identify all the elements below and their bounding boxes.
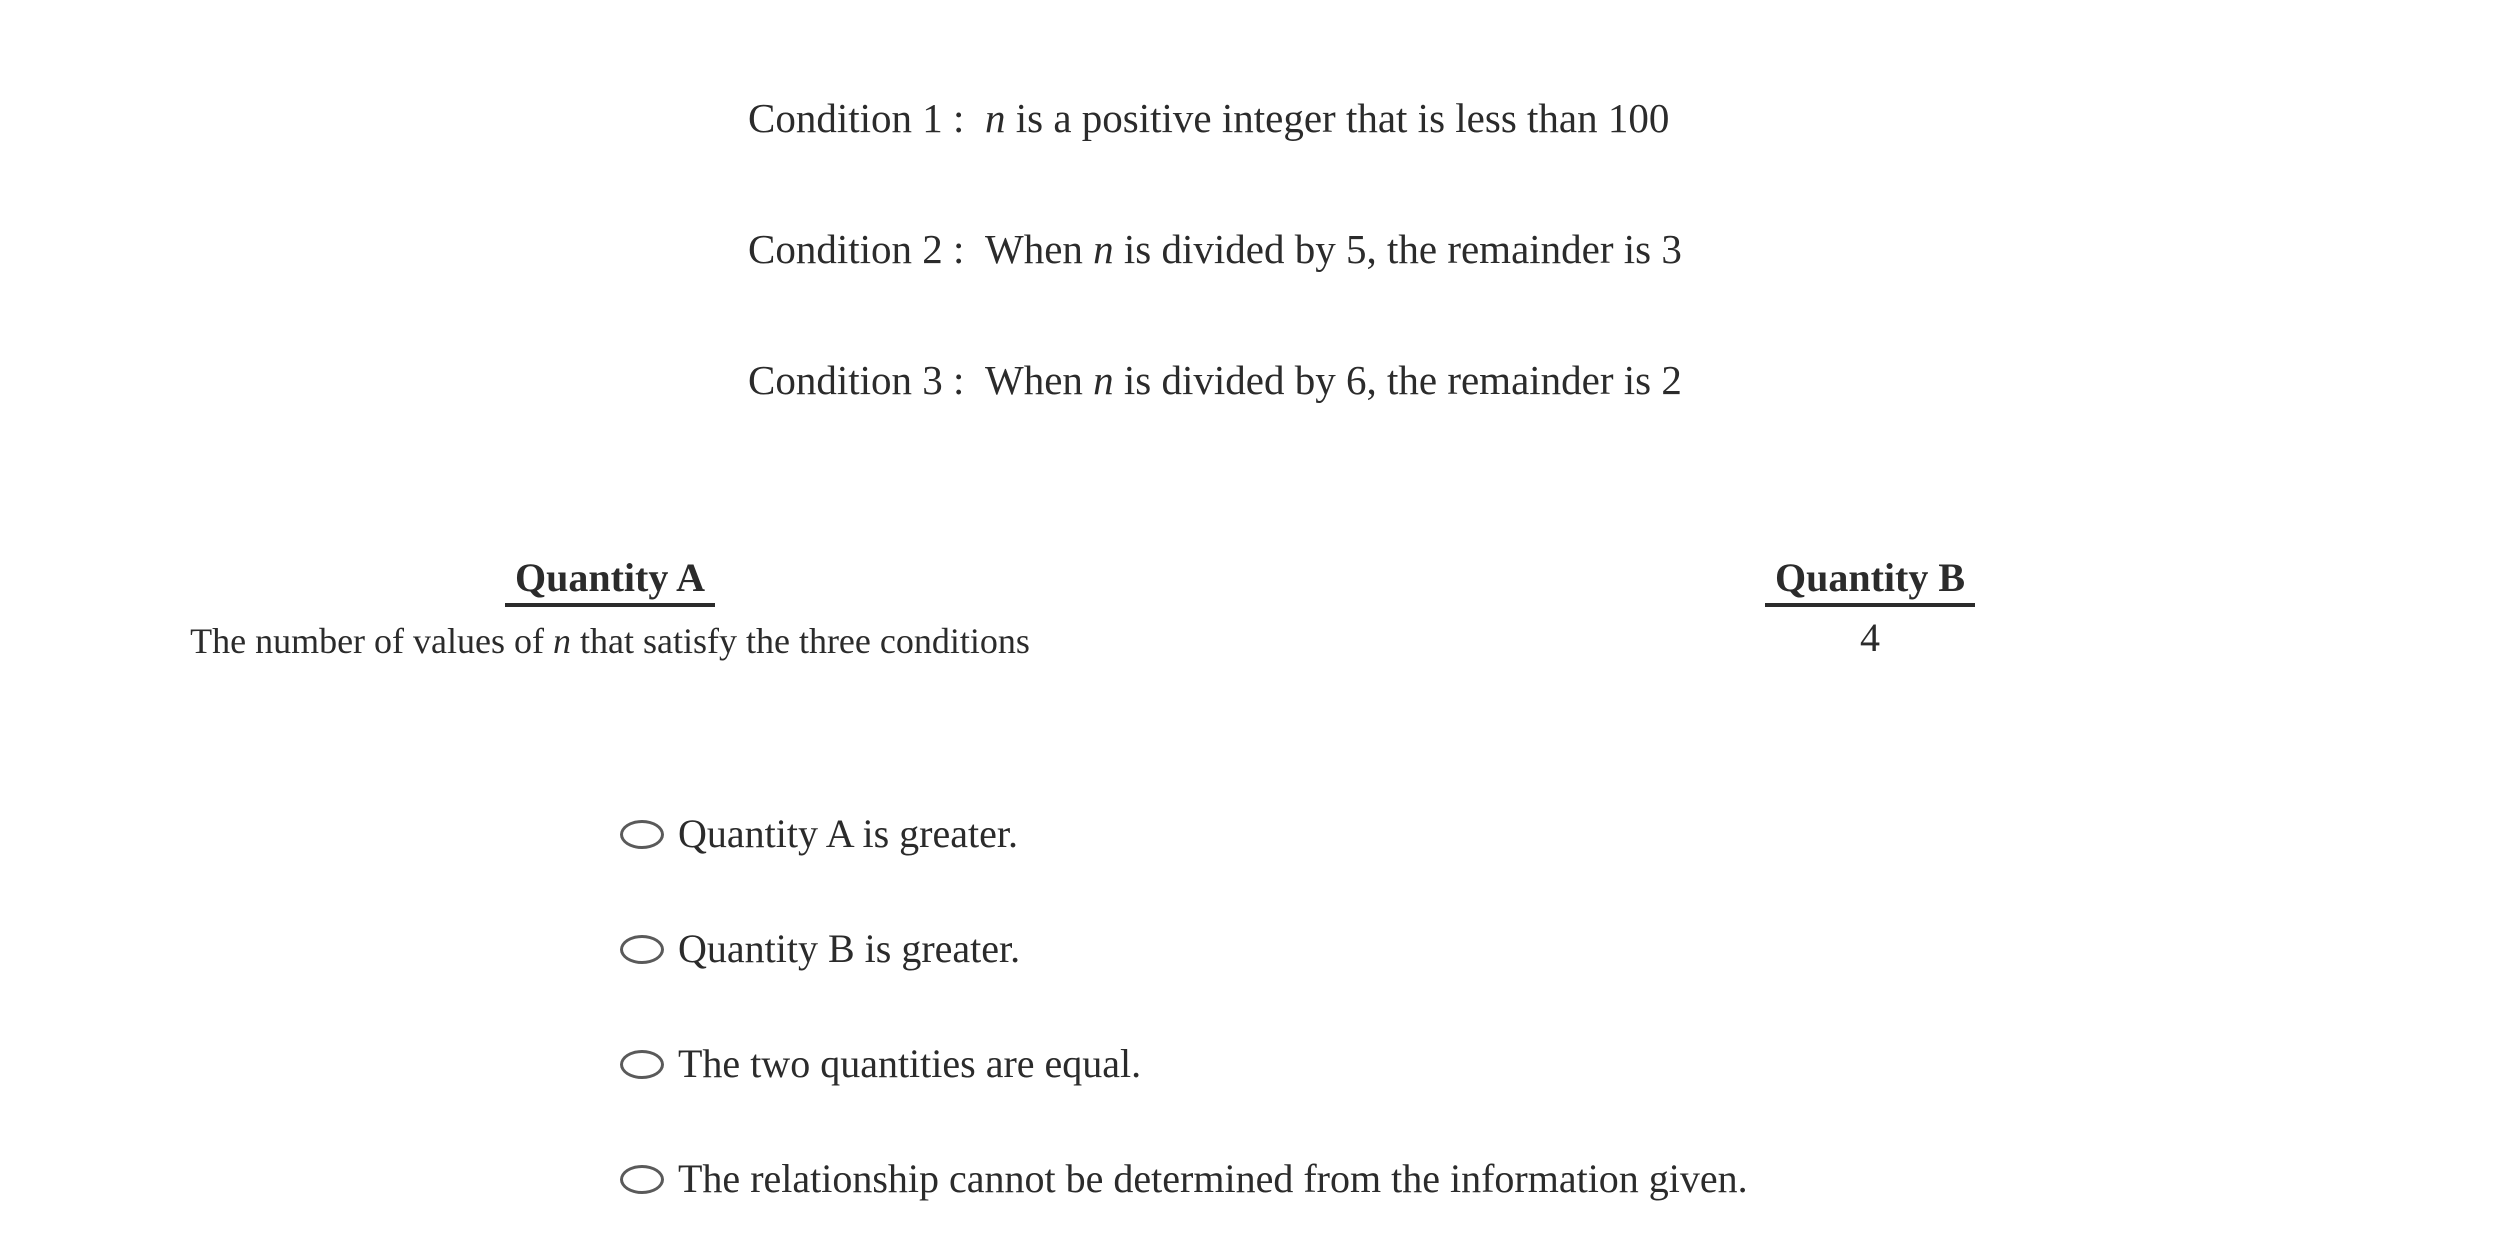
option-cannot-be-determined[interactable] (620, 1155, 1748, 1203)
quantity-a-heading-label: Quantity A (505, 554, 715, 607)
quantity-a-heading (180, 554, 1040, 607)
quantity-a-pre: The number of values of (190, 621, 553, 661)
radio-icon[interactable] (620, 820, 664, 849)
condition-1-post: is a positive integer that is less than 100 (1005, 95, 1670, 141)
condition-row-2 (748, 226, 1682, 273)
option-quantities-equal[interactable] (620, 1040, 1748, 1088)
condition-3-text (985, 357, 1682, 403)
math-variable-n: n (552, 621, 571, 661)
radio-icon[interactable] (620, 935, 664, 964)
conditions-block (748, 95, 1682, 488)
option-label: Quantity B is greater. (678, 926, 1021, 971)
condition-3-pre: When (985, 357, 1094, 403)
option-quantity-a-greater[interactable] (620, 810, 1748, 858)
quantity-b-heading-label: Quantity B (1765, 554, 1975, 607)
condition-1-text (985, 95, 1669, 141)
math-variable-n: n (1093, 357, 1114, 403)
quantity-a-description (180, 609, 1040, 674)
quantity-b-value: 4 (1860, 615, 1880, 660)
condition-2-label: Condition 2 : (748, 226, 965, 272)
math-variable-n: n (985, 95, 1006, 141)
option-label: The two quantities are equal. (678, 1041, 1142, 1086)
option-quantity-b-greater[interactable] (620, 925, 1748, 973)
math-variable-n: n (1093, 226, 1114, 272)
quantity-a-post: that satisfy the three conditions (570, 621, 1030, 661)
radio-icon[interactable] (620, 1165, 664, 1194)
condition-1-label: Condition 1 : (748, 95, 965, 141)
radio-icon[interactable] (620, 1050, 664, 1079)
condition-row-3 (748, 357, 1682, 404)
condition-2-pre: When (985, 226, 1094, 272)
condition-3-label: Condition 3 : (748, 357, 965, 403)
option-label: The relationship cannot be determined from the information given. (678, 1156, 1748, 1201)
quantity-b-heading (1440, 554, 2300, 607)
condition-3-post: is divided by 6, the remainder is 2 (1113, 357, 1682, 403)
answer-options (620, 810, 1748, 1245)
condition-2-text (985, 226, 1682, 272)
condition-row-1 (748, 95, 1682, 142)
condition-2-post: is divided by 5, the remainder is 3 (1113, 226, 1682, 272)
option-label: Quantity A is greater. (678, 811, 1018, 856)
